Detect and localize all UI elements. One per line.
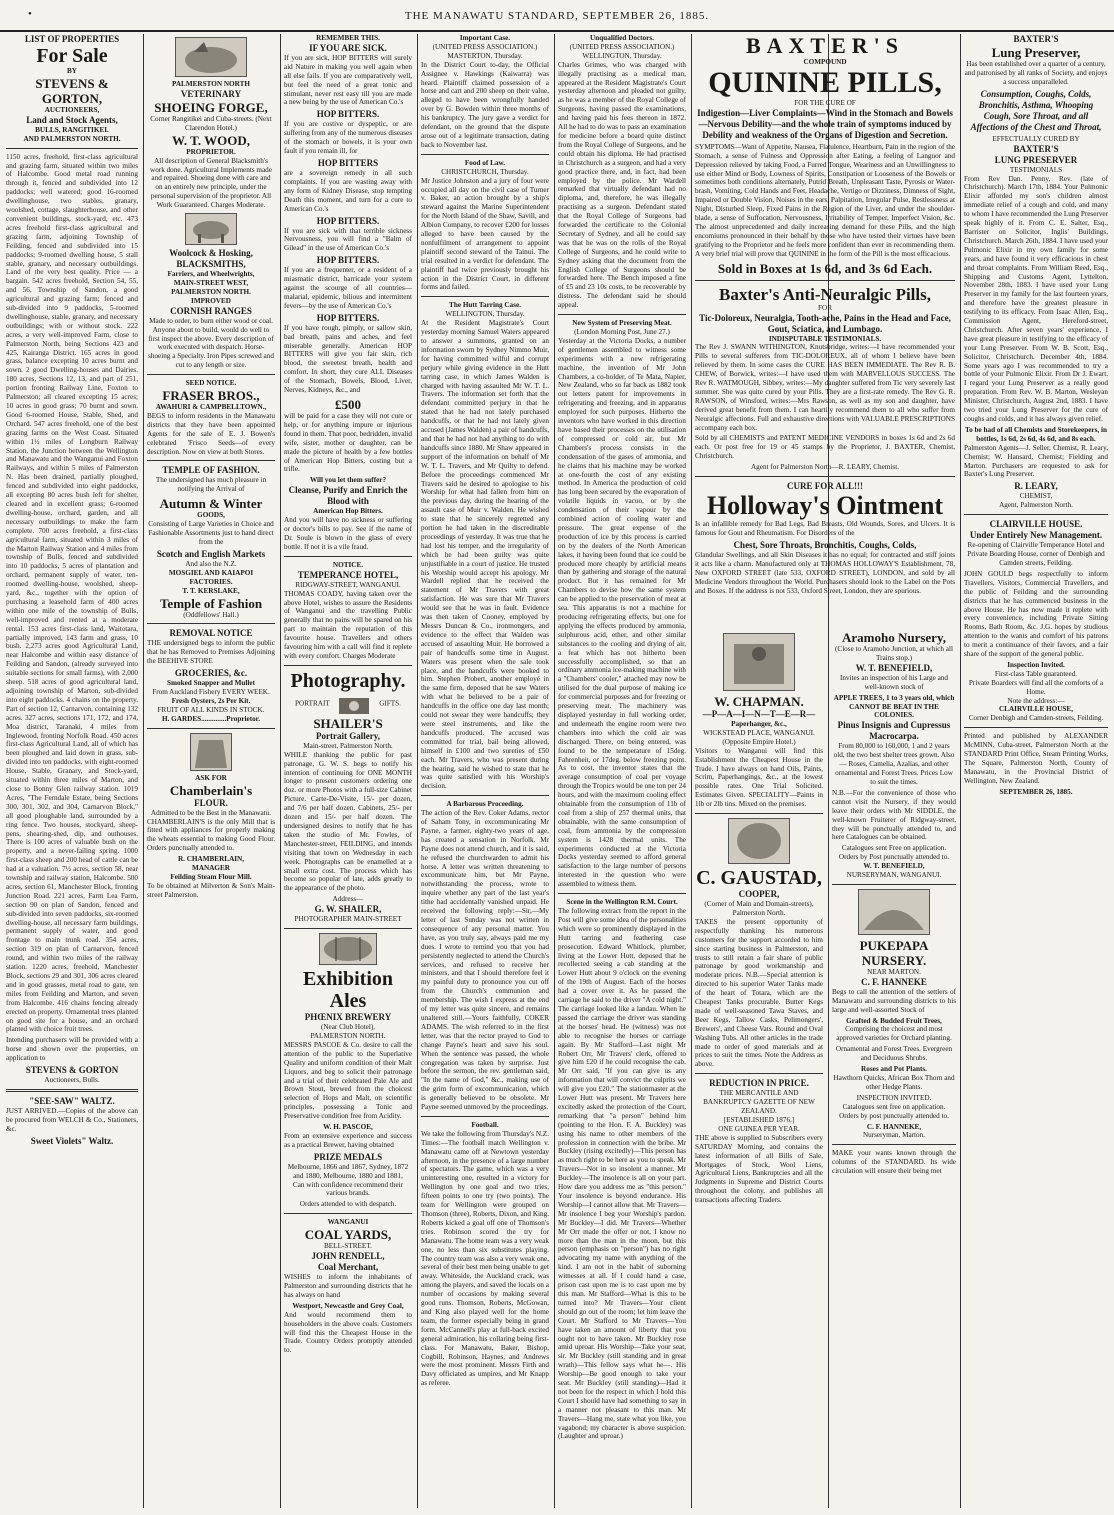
kerslake-name: T. T. KERSLAKE,: [182, 586, 240, 595]
sold-by-text: Sold by all CHEMISTS and PATENT MEDICINE VENDORS in boxes 1s 6d and 2s 6d each. Or post free for 19 or 45 stamps by the Proprietor, J. BAXTER, Chemist, Christchurch.: [695, 434, 955, 461]
flour-label: FLOUR.: [194, 797, 228, 808]
orders-post-label: Orders by Post punctually attended to.: [838, 853, 950, 862]
temperance-heading: TEMPERANCE HOTEL,: [297, 569, 399, 580]
r-chamberlain-name: R. CHAMBERLAIN,: [177, 855, 245, 864]
symptoms-text: SYMPTOMS—Want of Appetite, Nausea, Flatulence, Heartburn, Pain in the region of the Stomach, a sense of Fulness and Oppression after Eating, a feeling of Languor and Depression relieved by taking Food, a Furred Tongue, Weariness and an Unwillingness to use either Mind or Body, Lowness of Spirits, Constipation or Looseness of the Bowels or sometimes both conditions alternately, Putrid Breath, Unpleasant Taste, Pyrosis or Water-brash, Vomiting, Cold Hands and Feet, Headache, Vertigo or Dizziness, Dimness of Sight, Impaired or Double Vision, Noises in the ears, Palpitation, Irregular Pulse, Restlessness at Night, Disturbed Sleep, Fixed Pains in the Region of the Liver, and under the shoulder-blade, a sense of Suffocation, Nervousness, Irritability of Temper, Imperfect Vision, &c. The almost unprecedented and daily increasing demand for these Pills, and the high encomiums pronounced in their behalf by those who have tested their virtues have been gratifying to the Proprietor and he feels more confident than ever in recommending them. A very brief trial will prove that QUININE in the form of the Pill is the most efficacious.: [695, 142, 955, 258]
barbarous-heading: A Barbarous Proceeding.: [446, 800, 524, 809]
ornamental-text: Ornamental and Forest Trees. Evergreen and Deciduous Shrubs.: [835, 1045, 953, 1063]
hop-heading-1: HOP BITTERS.: [316, 109, 380, 120]
vet-town: PALMERSTON NORTH: [172, 80, 250, 88]
pascoe-text: MESSRS PASCOE & Co. desire to call the attention of the public to the Superlative Quality and uniform condition of their Malt Liquors, and beg to solicit their patronage and a trial of their celebrated Pale Ale and Brown Stout, brewed from the choicest selection of Hops and Malt, on scientific principles, possessing a Tonic and Preservative condition free from Acidity.: [284, 1040, 412, 1121]
temperance-text: THOMAS COADY, having taken over the above Hotel, wishes to assure the Residents of Wanganui and the travelling Public generally that no pains will be spared on his part to maintain the reputation of this favourite house. Travellers and others favouring him with a call will find it replete with every comfort. Charges Moderate: [284, 589, 412, 660]
hop-heading-2: HOP BITTERS: [317, 157, 379, 168]
column-rule: [143, 34, 144, 1508]
clairville-2-label: CLAIRVILLE HOUSE,: [998, 705, 1074, 714]
scene-text: The following extract from the report in the Post will give some idea of the personalities which were so prominently displayed in the Hutt tarring and feathering case prosecution. Edward Whitlock, plumber, living at the Lower Hutt, deposed that he recollected seeing a cab standing at the Lower Hutt about 9 o'clock on the evening of the 19th of August. Each of the horses had a cover over it. As he passed the carriage he said to the driver "A cold night." The carriage looked like a landau. When he passed the carriage the driver was standing at the horses' head. He (witness) was not able to recognise the horses or carriage again. By Mr Stafford—Last night Mr Robert Orr, Mr Travers' clerk, offered to give him £20 if he could recognise the cab. Mr Orr said, "If you can give us any information that will convict the culprits we will give you £20." The stationmaster at the Lower Hutt was present. Mr Travers here excitedly asked the protection of the Court, remarking that "a person" behind him (pointing to the Hon. F. A. Buckley) was using his name to other members of the profession in connection with the bribe. Mr Buckley (rising excitedly)—This person has as much right to be here as you to speak. Mr Travers—Not in so insolent a manner. Mr Buckley—The insolence is all on your part. How dare you address me as "this person." Your insolence is beyond endurance. His Worship—I cannot allow that. Mr Travers—Mr insolence I beg your Worship's pardon. Mr Buckley—I did. Mr Travers—Whether Mr Orr made the offer or not, I know no more than the man in the moon, but this person (emphasis on "person") has no right advocating my name with anything of the kind. I am not in the habit of suborning witnesses at all. If I could hand a case, prison cast upon me is to cast upon me by this man. Mr Stafford—What is this to be turned into? Mr Travers—Your client should go out of the room; let him leave the Court. Mr Stafford to Mr Travers—You have taken an amount of liberty that you ought not to have taken. Mr Buckley rose amid uproar. His Worship—Take your seat, sir. Mr Buckley (still standing and in great wrath)—This fellow says what he—. His Worship—Be good enough to take your seat. Mr Buckley (still standing)—Had it not been for the respect in which I hold this Court I should have had something to say in a manner not pleasant to this man. Mr Travers—Hang me, state what you like, you vagabond; my character is above suspicion. (Laughter and uproar.): [558, 907, 686, 1441]
lung-testimonials-text: From Rev Dan. Penny, Rev. (late of Christchurch). March 17th, 1884. Your Pulmonic Elixir afforded my son's children almost immediate relief of a cough and cold, and many to whom I have recommended the Lung Preserver speak highly of it. From C. E. Salter, Esq., Barrister on Solicitor, Inglis' Buildings, Christchurch. March 26th, 1884. I have used your Pulmonic Elixir in my own family for some years, and have found it very efficacious in chest and throat complaints. From William Reed, Esq., Shipping and Customs Agent, Lyttelton, November 28th, 1883. I have used your Lung Preserver in my family for the last fourteen years, and therefore have the greatest pleasure in testifying to its efficacy. From Isaac Allen, Esq., Commission Agent, Hereford-street, Christchurch. After seven years' experience, I have great pleasure in testifying to the efficacy of your Lung Preserver. From W. B. Scott, Esq., Solicitor, Christchurch. December 4th, 1884. Some years ago I was recommended to try a bottle of your Pulmonic Elixir. From Dr J. Ewart. I regard your Lung Preserver as a really good preparation. From Rev. W. B. Marton, Wesleyan Minister, Christchurch, August 2nd, 1883. I have two tried your Lung Preserver for the cure of coughs and colds, and it has always given relief.: [964, 174, 1108, 423]
phoenix-town: PALMERSTON NORTH.: [310, 1031, 386, 1040]
guinea-label: ONE GUINEA PER YEAR.: [718, 1124, 800, 1133]
pukepapa-heading: PUKEPAPA NURSERY.: [859, 937, 929, 968]
chamberlain-name: Chamberlain's: [169, 782, 253, 798]
gaustad-name: C. GAUSTAD,: [696, 867, 822, 890]
compound-label: COMPOUND: [803, 58, 847, 66]
exhibition-heading: Exhibition Ales: [302, 968, 394, 1013]
manager-label: MANAGER: [192, 864, 230, 873]
column-8: [964, 34, 1108, 1508]
lung-heading: Lung Preserver,: [991, 45, 1081, 60]
shoeing-heading: SHOEING FORGE,: [154, 99, 268, 115]
ask-for-label: ASK FOR: [195, 773, 227, 782]
gazette-text: THE above is supplied to Subscribers every SATURDAY Morning, and contains the latest information of all Bills of Sale, Mortgages of Stock, Wool Liens, Agricultural Liens, Bankruptcies and all the Judgments in Supreme and District Courts throughout the colony, and publishes all transactions affecting Traders.: [695, 1133, 823, 1205]
horse-illustration: [185, 213, 237, 245]
chapman-name: W. CHAPMAN.: [714, 694, 804, 709]
column-3: [284, 34, 412, 1508]
rendell-text-2: And would recommend them to householders in the above coals. Customers will find this the Cheapest House in the Trade. Country Orders promptly attended to.: [284, 1310, 412, 1355]
gazette-label: THE MERCANTILE AND BANKRUPTCY GAZETTE OF NEW ZEALAND.: [703, 1089, 815, 1116]
hutt-text: At the Resident Magistrate's Court yesterday morning Samuel Waters appeared to answer a summons, granted on an information sworn by Sydney Nimmo Muir, for having committed wilful and corrupt perjury while giving evidence in the Hutt tarring case, in which James Walden is charged with having assaulted Mr W. T. L. Travers. The information set forth that the defendant committed perjury in that he stated that he had not lately purchased handcuffs, or that he had not lately given accused (James Walden) a pair of handcuffs, and that he had not had anything to do with handcuffs since 1880. Mr Shaw appeared in support of the information on behalf of Mr W. T. L. Travers, and Mr Quilty to defend. Before the proceedings commenced Mr Travers said he desired to apologise to his Worship for what had fallen from him on the previous day, during the hearing of the assault case of Muir v. Walden. He wished to state that he sincerely regretted any portion he had taken in the discreditable proceedings of yesterday. It was true that he had lost his temper, and the irregularity of which he had been guilty was quite unjustifiable in a court of justice. He trusted his Worship would accept his apology. Mr Wardell replied that he received the statement of Mr Travers with great satisfaction. He was sure that Mr Travers would see that he was in fault. Evidence was then taken of Cooney, employed by Messrs Duncan & Co., ironmongers, and evidence to the effect that Walden was accused of assaulting Muir. He borrowed a pair of handcuffs some time in August. Waters was present when the sale took place, and the handcuffs were booked to him. Stephen Probert, another employé in the same firm, deposed that he saw Waters with what he believed to be a pair of handcuffs in the office one day last month; could not swear they were handcuffs; they were steel instruments, and like the handcuffs produced. The accused was committed for trial, bail being allowed, himself in £100 and two sureties of £50 each. Mr Travers, who was present during the hearing, said he wished to state that he was quite satisfied with his Worship's decision.: [421, 319, 549, 791]
comprising-text: Comprising the choicest and most approved varieties for Orchard planting.: [836, 1025, 952, 1043]
hop-heading-3: HOP BITTERS.: [316, 215, 380, 226]
hop-text-3: are a sovereign remedy in all such complaints. If you are wasting away with any form of Kidney Disease, stop tempting Death this moment, and turn for a cure to American Co.'s: [284, 168, 412, 213]
orders-label: Orders attended to with despatch.: [299, 1200, 397, 1209]
violets-heading: Sweet Violets" Waltz.: [30, 1135, 114, 1146]
agents-text: Palmerston Agents—J. Seller, Chemist, R. Leary, Chemist; W. Hansard, Chemist; Fielding and Marton. Purchasers are requested to ask for Baxter's Lung Preserver.: [964, 443, 1108, 479]
football-heading: Football.: [471, 1120, 499, 1129]
gaustad-text: TAKES the present opportunity of respectfully thanking his numerous customers for the support accorded to him since starting business in Palmerston, and trusts to still retain a fair share of public patronage by good workmanship and moderate prices. N.B.—Special attention is directed to his superior Water Tanks made of the heart of Totara, which are the Cheapest Tanks procurable. Butter Kegs made of well-seasoned Tawa Staves, and Beer Kegs, Tallow Casks, Pelimongers', Brewers', and Cheese Vats. Round and Oval Washing Tubs. All other articles in the trade made to order of good materials and at prices to suit the times. Note the Address as above.: [695, 917, 823, 1069]
upa-label: (UNITED PRESS ASSOCIATION.): [432, 42, 538, 51]
baxter-quinine-ad: [695, 34, 955, 594]
mill-label: Feilding Steam Flour Mill.: [170, 872, 252, 881]
cure-label: FOR THE CURE OF: [794, 98, 856, 107]
cleanse-heading: Cleanse, Purify and Enrich the Blood with: [288, 485, 408, 507]
blacksmiths-label: BLACKSMITHS,: [176, 259, 246, 270]
farriers-label: Farriers, and Wheelwrights,: [167, 270, 255, 279]
chapman-text: Visitors to Wanganui will find this Establishment the Cheapest House in the Trade. I have always on hand Oils, Paints, Scrim, Paperhangings, &c., at the lowest possible rates. One Trial Solicited. Estimates Given. SPECIALITY—Paints in 1lb or 2lb tins. Mixed on the premises.: [695, 746, 823, 809]
main-street-label: MAIN-STREET WEST,: [173, 278, 249, 287]
chemist-label: CHEMIST,: [1019, 492, 1053, 501]
suffer-label: Will you let them suffer?: [309, 476, 387, 485]
page-marker: •: [28, 8, 32, 20]
near-club: (Near Club Hotel),: [320, 1023, 376, 1032]
food-place: CHRISTCHURCH, Thursday.: [441, 167, 529, 176]
baxters-2-label: BAXTER'S: [1013, 143, 1059, 154]
pinus-text: From 80,000 to 160,000, 1 and 2 years old, the two best shelter trees grown. Also— Roses, Camelia, Azalias, and other ornamental and Forest Trees. Prices Low to suit the times.: [833, 742, 955, 786]
photographer-label: PHOTOGRAPHER MAIN-STREET: [294, 915, 402, 924]
column-2: [147, 34, 275, 1508]
gallery-address: Main-street, Palmerston North.: [303, 741, 393, 750]
gardes-label: H. GARDES..............Proprietor.: [161, 714, 261, 723]
temple-sign: Temple of Fashion: [159, 595, 263, 611]
autumn-heading: Autumn & Winter: [159, 496, 263, 512]
masthead-title: THE MANAWATU STANDARD, SEPTEMBER 26, 1885.: [404, 10, 710, 22]
cooper-label: COOPER,: [738, 889, 780, 900]
fraser-location: AWAHURI & CAMPBELLTOWN.,: [155, 403, 267, 412]
barrel-illustration: [319, 933, 377, 965]
address-label: Address—: [332, 895, 364, 904]
reward-amount: £500: [335, 397, 361, 412]
quinine-heading: QUININE PILLS,: [708, 65, 942, 99]
column-5: [558, 34, 686, 1508]
column-6-lower: [695, 630, 823, 1508]
cure-all-label: CURE FOR ALL!!!: [787, 481, 863, 492]
ridgway-label: RIDGWAY-STREET, WANGANUI.: [295, 580, 401, 589]
pn-label: PALMERSTON NORTH.: [171, 287, 251, 296]
hop-text-4: If you are sick with that terrible sickness Nervousness, you will find a "Balm of Gilead" in the use of American Co.'s: [284, 226, 412, 253]
firm-address: BULLS, RANGITIKEI.: [35, 125, 109, 134]
flour-sack-illustration: [190, 733, 232, 771]
list-title: LIST OF PROPERTIES: [24, 34, 120, 44]
hop-text-2: If you are costive or dyspeptic, or are suffering from any of the numerous diseases of the stomach or bowels, it is your own fault if you remain ill, for: [284, 120, 412, 156]
portrait-gifts: [284, 692, 412, 716]
testimonials-text: The Rev J. SWANN WITHINGTON, Knutsbridge, writes:—I have recommended your Pills to several sufferers from TIC-DOLOREUX, all of whom I believe have been relieved by them. In some cases the CURE HAS BEEN IMMEDIATE. The Rev R. B. CHEW, of Borwick, writes:—I have used them with MARVELLOUS SUCCESS. The Rev R. WATMOUGH, Sibbey, writes:—My daughter suffered from Tic very severely last summer. She was quite cured by your Pills. They are a first-rate remedy. The Rev G. R. RAWSON, of Winsford, writes:—Mrs Rawson, as well as my son and daughter, have derived great benefit from them. I can heartily recommend them to all who suffer from Neuralgic affections. Full and exhaustive directions with VALUABLE PRESCRIPTIONS accompany each box.: [695, 343, 955, 432]
apple-label: APPLE TREES, 1 to 3 years old, which: [833, 693, 955, 702]
admitted-label: Admitted to be the Best in the Manawatu.: [150, 808, 272, 817]
lung-text: Has been established over a quarter of a century, and patronised by all ranks of Society, and enjoys a success unparalleled.: [964, 60, 1108, 86]
barbarous-text: The action of the Rev. Coker Adams, rector of Saham Tony, in excommunicating Mr Payne, a farmer, eighty-two years of age, has created a sensation in Norfolk. Mr Payne does not attend church, and it is said, he refused the churchwarden to admit his horse. A letter was written threatening to excommunicate him, but Mr Payne, notwithstanding the process, wrote to inquire whether any part of the last year's tithe had accidentally vanished unpaid. He received the following reply:—Sir,—My letter of last Sunday was not written in consequence of any personal matter. You have, as you truly say, always paid me my dues. I wrote to remind you that you had persistently neglected to attend the Church's services, and refused to receive her ministers, and that I should therefore feel it my painful duty to pronounce you cut off from the Church's communion and membership. The wish I express at the end of my letter was quite sincere, and remains unaltered still.—Yours faithfully, COKER ADAMS. The wish referred to in the first letter, was that the rector prayed to God to change Payne's heart and save his soul. When the sentence was passed, the whole congregation was taken by surprise. Just before the sermon, the rev. gentleman said, "In the name of God," &c., making use of the grim form of excommunication, which is generally believed to be obsolete. Mr Payne seemed unmoved by the proceedings.: [421, 809, 549, 1112]
painter-label: —P—A—I—N—T—E—R—: [702, 709, 816, 719]
snapper-sub: From Auckland Fishery EVERY WEEK.: [152, 688, 270, 697]
reopen-text: Re-opening of Clairville Temperance Hotel and Private Boarding House, corner of Denbigh and Camden streets, Feilding.: [967, 541, 1105, 567]
intending-note: Intending purchasers will be provided with a horse and shown over the properties, on application to: [6, 1036, 138, 1063]
hop-text-1: If you are sick, HOP BITTERS will surely aid Nature in making you well again when all else fails. If you are comparatively well, but feel the need of a great tonic and stimulant, never rest easy till you are made a new being by the use of American Co.'s: [284, 53, 412, 107]
newsys-text: Yesterday at the Victoria Docks, a number of gentlemen assembled to witness some experiments with a new refrigerating machine, the invention of Mr John Chambers, a co-holder, of Te Mata, Napier, New Zealand, who so far back as 1882 took out letters patent for improvements in refrigerating and freezing, and in apparatus employed for such purposes. Hitherto the inventors who have worked in this direction have based their processes on the utilisation of compressed or cold air, but Mr Chambers's process consists in the condensation of the gases of ammonia, and he claims that his machine may be worked at one-fourth the cost of any existing method. In America the production of cold has long been secured by the evaporation of volatile liquids in vacuo, or by the condensation of their vapour by the combined action of cooling water and pressure. The great expense of the production of ice by this process is carried on by the dealers of the North American lakes, it having been found that ice could be produced more cheaply by artificial means than by gathering and storage of the natural product. But it has remained for Mr Chambers to devise how the same system can be applied to the preservation of meat at sea. This apparatus is not a machine for producing refrigerating effects, but one for applying the effects produced by ammonia, sulphurous acid, ether, and other similar substances to the cooling and drying of air, a feat which has not hitherto been successfully accomplished, so that an ordinary ammonia ice-making machine with a "Chambers' cooler," attached may now be utilised for the dual purpose of making ice for commercial purposes and for freezing or preserving meat. The machinery was displayed yesterday in full working order, and underneath the engine room were two chambers into which the cold air was discharged. There, on being entered, was found to be the temperature of 15deg. Fahrenheit, or 17deg. below freezing point. As to cost, the inventor states that the average consumption of coal per voyage through the Tropics would be one ton per 24 hours, and with the maximum cooling effect obtainable from the consumption of 11b of coal from a ship of 257 thermal units, that obtainable, with the same consumption of coal, from ammonia by the compression system is 1428 thermal units. The experiments conducted at the Victoria Docks yesterday seemed to afford general satisfaction to the large number of persons interested in the question who were assembled to witness them.: [558, 336, 686, 889]
column-1: [6, 34, 138, 1508]
upa-label-2: (UNITED PRESS ASSOCIATION.): [569, 42, 675, 51]
seesaw-heading: "SEE-SAW" WALTZ.: [29, 1095, 115, 1106]
temple-intro: The undersigned has much pleasure in notifying the Arrival of: [155, 476, 267, 494]
woolcock-name: Woolcock & Hosking,: [169, 248, 253, 259]
newsys-heading: New System of Preserving Meat.: [572, 319, 672, 328]
coal-heading: COAL YARDS,: [304, 1227, 392, 1243]
wood-name: W. T. WOOD,: [172, 132, 250, 148]
for-sale-heading: For Sale: [36, 45, 108, 67]
hawthorn-text: Hawthorn Quicks, African Box Thorn and other Hedge Plants.: [833, 1074, 955, 1091]
cfh-name: C. F. HANNEKE,: [866, 1122, 922, 1131]
chest-label: Chest, Sore Throats, Bronchitis, Coughs, Colds,: [733, 539, 917, 550]
reduction-heading: REDUCTION IN PRICE.: [709, 1078, 809, 1089]
oysters-label: Fresh Oysters, 2s Per Kit.: [171, 696, 251, 705]
sold-label: Sold in Boxes at 1s 6d, and 3s 6d Each.: [717, 260, 933, 276]
inspection-label: INSPECTION INVITED.: [856, 1093, 932, 1102]
wood-text: All description of General Blacksmith's work done. Agricultural Implements made and repaired. Shoeing done with care and on an entirely new principle, under the personal supervision of the proprietor. All Work Guaranteed. Charges Moderate.: [150, 156, 272, 210]
column-rule: [554, 34, 555, 1508]
goods-label: GOODS,: [197, 511, 225, 520]
nursery-illustration: [858, 889, 930, 935]
scene-heading: Scene in the Wellington R.M. Court.: [566, 898, 678, 907]
near-marton: NEAR MARTON.: [867, 967, 921, 976]
note-label: Note the address:—: [1007, 696, 1065, 705]
gaustad-address: (Corner of Main and Domain-streets), Palmerston North.: [704, 900, 814, 917]
column-7-lower: [832, 630, 956, 1508]
consumption-text: Consumption, Coughs, Colds, Bronchitis, Asthma, Whooping Cough, Sore Throat, and all Affections of the Chest and Throat,: [970, 88, 1102, 132]
ranges-heading: CORNISH RANGES: [170, 305, 252, 316]
newsys-source: (London Morning Post, June 27.): [574, 328, 670, 336]
clairville-heading: CLAIRVILLE HOUSE.: [989, 519, 1083, 530]
indigestion-text: Indigestion—Liver Complaints—Wind in the Stomach and Bowels—Nervous Debility—and the whole train of symptoms induced by Debility and weakness of the Organs of Digestion and Secretion.: [697, 107, 953, 140]
boarders-label: Private Boarders will find all the comforts of a Home.: [968, 678, 1104, 696]
goods-text: Consisting of Large Varieties in Choice and Fashionable Assortments just to hand direct from the: [148, 520, 274, 546]
confidence-text: Can with confidence recommend their various brands.: [292, 1180, 404, 1198]
snapper-label: Smoked Snapper and Mullet: [167, 679, 255, 688]
reward-text: will be paid for a case they will not cure or help, or for anything impure or injurious found in them. That poor, bedridden, invalid wife, sister, mother or daughter, can be made the picture of health by a few bottles of American Hop Bitters, costing but a trifle.: [284, 412, 412, 474]
temple-sign-sub: (Oddfellows' Hall.): [183, 610, 239, 619]
cannot-label: CANNOT BE BEAT IN THE COLONIES.: [849, 702, 939, 720]
merchant-label: Coal Merchant,: [317, 1262, 379, 1273]
catalogues-label: Catalogues sent Free on application.: [841, 844, 947, 853]
temple-heading: TEMPLE OF FASHION.: [162, 465, 260, 476]
sick-heading: IF YOU ARE SICK.: [309, 42, 387, 53]
pinus-heading: Pinus Insignis and Cupressus Macrocarpa.: [837, 720, 951, 742]
removal-text: THE undersigned begs to inform the public that he has Removed to Premises Adjoining the BEEHIVE STORE: [147, 639, 275, 666]
painter-illustration: [723, 633, 795, 691]
hop-text-6: If you have rough, pimply, or sallow skin, bad breath, pains and aches, and feel miserable generally. American HOP BITTERS will give you fair skin, rich blood, the sweetest breath, health and comfort. In short, they cure ALL Diseases of the Stomach, Bowels, Blood, Liver, Nerves, Kidneys, &c., and: [284, 323, 412, 395]
wanganui-label: WANGANUI: [327, 1218, 369, 1227]
firm-signature: STEVENS & GORTON: [25, 1065, 119, 1076]
medals-list: Melbourne, 1866 and 1867, Sydney, 1872 and 1880, Melbourne, 1880 and 1881,: [287, 1162, 409, 1180]
tic-label: Tic-Doloreux, Neuralgia, Tooth-ache, Pains in the Head and Face, Gout, Sciatica, and Lumbago.: [699, 312, 951, 334]
seesaw-text: JUST ARRIVED.—Copies of the above can be procured from WELCH & Co., Stationers, &c.: [6, 1106, 138, 1133]
phoenix-label: PHŒNIX BREWERY: [304, 1012, 392, 1023]
printed-text: Printed and published by ALEXANDER McMINN, Cuba-street, Palmerston North at the STANDARD Print Office, Steam Printing Works, The Square, Palmerston North, County of Manawatu, in the Provincial District of Wellington, New Zealand.: [964, 732, 1108, 785]
baxters-label: BAXTER'S: [1013, 34, 1059, 44]
doctors-text: Charles Grimes, who was charged with illegally practising as a medical man, appeared at the Resident Magistrate's Court yesterday afternoon and pleaded not guilty, as he was a member of the Royal College of Surgeons, having passed the examinations, and having paid his fees thereon in 1872. All he had to do was to pass an examination for medicine before a board quite distinct from the Royal College of Surgeons, and he could obtain his diploma. He had practised in Christchurch as a surgeon, and had a very good practice there, and, in fact, had been employed by the police. Mr Wardell remarked that virtually defendant had no diploma, and, therefore, he was illegally practising as a surgeon. Defendant stated that the Royal College of Surgeons had forwarded the certificate to the Colonial Secretary of Sydney, and all he could say was that he was on the rolls of the Royal College of Surgeons, and he could write to Sydney asking that the document from the English College of Surgeons should be forwarded here. The Bench imposed a fine of £5 and 23 10s costs, to be recoverable by distress. The defendant said he should appeal.: [558, 60, 686, 310]
mosgiel-label: MOSGIEL AND KAIAPOI: [168, 568, 254, 577]
groceries-label: GROCERIES, &c.: [174, 668, 248, 679]
fraser-name: FRASER BROS.,: [162, 388, 260, 404]
nb-text: N.B.—For the convenience of those who cannot visit the Nursery, if they would leave their orders with Mr SIDDLE, the well-known Fruiterer of Ridgway-street, they will be punctually attended to, and here Catalogues can be obtained.: [832, 788, 956, 842]
football-text: We take the following from Thursday's N.Z. Times:—The football match Wellington v. Manawatu came off at Newtown yesterday afternoon, in the presence of a large number of spectators. The game, which was a very uninteresting one, resulted in a victory for Wellington by one goal and two tries, fifteen points to one try (two points). The team for Wellington were grouped on Thomson (three), Roberts, Dixon, and King. Roberts kicked a goal off one of Thomson's tries. Robinson scored the try for Manawatu. The home team was a very weak one, no less than six substitutes playing. The country team was also a very weak one, several of their best men being unable to get away. Whiteside, the Auckland crack, was among the players, and saved the locals on a number of occasions by making several good runs. Thomson, Roberts, McGowan, and King also played well for the home team, the former especially being in grand form. McCannell's play at full-back excited general admiration, his collaring being first-class. For Manawatu, Baker, Bishop, Cogbill, Robinson, Haynes, and Andrews were the most prominent. Messrs Firth and Davy officiated as umpires, and Mr Knapp as referee.: [421, 1129, 549, 1388]
vet-heading: VETERINARY: [180, 88, 242, 99]
catalogues-2-text: Catalogues sent free on application. Orders by post punctually attended to.: [839, 1102, 949, 1120]
factories-label: FACTORIES.: [189, 577, 233, 586]
column-4: [421, 34, 549, 1508]
case-place: MASTERTON, Thursday.: [447, 51, 523, 60]
holloway-heading: Holloway's Ointment: [706, 491, 944, 521]
nurseryman-label: NURSERYMAN, WANGANUI.: [846, 871, 942, 880]
bell-label: BELL-STREET.: [324, 1242, 372, 1251]
doctors-place: WELLINGTON, Thursday.: [582, 51, 662, 60]
horse-head-illustration: [175, 37, 247, 77]
chamberlain-text: CHAMBERLAIN'S is the only Mill that is fitted with appliances for properly making the wheats essential to making Good Flour. Orders punctually attended to.: [147, 817, 275, 853]
established-label: [ESTABLISHED 1876.]: [723, 1116, 795, 1124]
prize-label: PRIZE MEDALS: [313, 1151, 383, 1162]
property-list: 1150 acres, freehold, first-class agricultural and grazing farm, situated within two miles of Halcombe. Good metal road running through it, fenced and subdivided into 12 paddocks; well watered; good 16-roomed dwellinghouse, two stables, granary, woolshed, cottage, slaughterhouse, and other convenient buildings, stock-yard, etc. 473 acres freehold first-class agricultural and grazing farm, adjoining Township of Feilding, fenced and subdivided into 15 paddocks; 9-roomed dwelling house, 5 stall stable, granary, and necessary outbuildings. Land of the very best quality. Price — a bargain. 542 acres freehold, Section 54, 55, and 56, Township of Sandon, a good agricultural and grazing farm; fenced and sub-divided into 9 paddocks, 5-roomed dwellinghouse, stable, granary, and necessary outbuildings; with or without stock. 222 acres, a very well-improved Farm, close to Palmerston North, being Sections 423 and 425, Kairanga District. 165 acres in good grass, balance excepting 10 acres burnt and sown. 2 good Dwelling-houses and Dairies. 180 acres, Sections 12, 13, and part of 251, portion fronting Railway Line, Foxton to Palmerston; all cleared excepting 15 acres; 10 acres in good grass; 70 burnt and sown. Good 6-roomed House, Stable, Shed, and Orchard. 547 acres freehold, one of the best grazing farms on the West Coast. Situated within 1½ miles of Longburn Railway Station, the Junction between the Wellington and Manawatu and the Wanganui and Foxton Railways, and within 5 miles of Palmerston N. Has been drained, partially ploughed, fenced and subdivided into eight paddocks, all excepting 80 acres bush left for shelter, cleared and in excellent grass; 6-roomed dwelling-house, orchard, garden, and all necessary outbuildings to make the farm complete. 700 acres freehold, a first-class agricultural farm, situated within 3 miles of the Marton Railway Station and 4 miles from township of Bulls, fenced and subdivided into 10 paddocks, 5 acres of plantation and orchard, permanent supply of water, ten-roomed dwelling-house, woolshed, sheep-yard, &c., together with the option of purchasing a leasehold farm of 400 acres within one mile of the township of Bulls, well-improved and rented at a moderate rental. 153 acres first-class land, Waitotara, partially improved, 143 farm and grass, 10 bush. 2,273 acres good Agricultural Land, near Halcombe and within easy distance of Feilding and Sandon, (already surveyed into suitable sections for small farms), with 2,000 sheep. 518 acres of good agricultural land, adjoining township of Marton, sub-divided into eight paddocks. 4 chains on the property. Part of section 12, Carnarvon, containing 132 acres. 327 acres, sections 171, 172, and 174, Moa district, Taranaki, 4 miles from Inglewood, fronting Norfolk Road. 450 acres first-class Agricultural Land, all of which has been ploughed and laid down in grass, sub-divided into ten paddocks, with eight-roomed House, Stable, Granary, and Stock-yard, situated within three miles of Marton, and close to Bonny Glen railway station. 1019 Acres, "The Ferndale Estate, being Sections 300, 301, 302, and 304, Carnarvon Block," all good ploughable land, surrounded by a ring fence. Two houses, stockyard, sheep-pens, shearing-shed, dip, and outhouses. There is 100 acres of valuable bush on the property, and a never-failing spring. 1000 first-class sheep and 200 head of cattle can be had at a valuation. 7½ acres, section 58, near township and railway station, Halcombe. 500 acres, section 61, Manchester Block, fronting Junction Road. 221 acres, Farm Lea Farm, section 90 on plan of Sandon, fenced and sub-divided into seven paddocks, six-roomed dwelling-house, all necessary farm buildings, permanent supply of water, and good frontage to main trunk road. 354 acres, section 319 on plan of Carnarvon, fenced round, and within two miles of the railway station. 1220 acres, freehold, Manchester Block, sections 29 and 301, 306 acres cleared and in good grasses, metal road to gate, ten miles from Feilding and Marton, and seven from Halcombe. 416 chains fencing already erected on property. Ornamental trees planted on good site for a house, and an orchard planted with choice fruit trees.: [6, 152, 138, 1034]
grafted-label: Grafted & Budded Fruit Trees,: [846, 1016, 942, 1025]
removal-heading: REMOVAL NOTICE: [169, 628, 253, 639]
hop-heading-4: HOP BITTERS.: [316, 255, 380, 266]
fruit-label: FRUIT OF ALL KINDS IN STOCK.: [157, 705, 265, 714]
mill-note: To be obtained at Milverton & Son's Main-street Palmerston.: [147, 881, 275, 899]
firm-name: STEVENS & GORTON,: [35, 75, 109, 106]
also-label: And also the N.Z.: [185, 559, 237, 568]
doctors-heading: Unqualified Doctors.: [590, 34, 654, 42]
inspection-2-label: Inspection Invited.: [1007, 660, 1065, 669]
fraser-text: BEGS to inform residents in the Manawatu districts that they have been appointed Agents for the sale of E. J. Bowen's celebrated 'Frisco Seeds—of every description. Now on view at both Stores.: [147, 411, 275, 456]
hutt-place: WELLINGTON, Thursday.: [445, 310, 525, 319]
invites-text: Invites an inspection of his Large and well-known stock of: [839, 673, 949, 691]
tobe-label: To be had of all Chemists and Storekeepers, in bottles, 1s 6d, 2s 6d, 4s 6d, and 8s each.: [965, 425, 1107, 443]
for-label: FOR: [818, 303, 832, 312]
shailer-text: WHILE thanking the public for past patronage, G. W. S. begs to notify his intention of continuing for ONE MONTH longer to present customers ordering one doz. or more Photos with a full-size Cabinet Picture. Carte-De-Visite, 15/- per dozen, and 7/6 per half dozen. Cabinets, 25/- per dozen and 15/- per half dozen. The undersigned desires to notify that he has taken the studio of Mr. Fowles, of Manchester-street, FEILDING, and intends visiting that town on Wednesday in each week. Photographs can be enamelled at a small extra cost. The process which has become so popular of late, adds greatly to the appearance of the photo.: [284, 750, 412, 893]
whp-text: From an extensive experience and success as a practical Brewer, having obtained: [284, 1131, 412, 1149]
forge-address: Corner Rangitikei and Cuba-streets. (Next Clarendon Hotel.): [150, 114, 272, 132]
agent-pn-label: Agent, Palmerston North.: [999, 501, 1073, 510]
food-heading: Food of Law.: [464, 158, 506, 167]
shailer-heading: SHAILER'S: [313, 715, 383, 731]
hutt-heading: The Hutt Tarring Case.: [449, 301, 521, 310]
cleanse-text: And you will have no sickness or suffering or doctor's bills to pay. See if the name of Dr. Soule is blown in the glass of every bottle. If not it is a vile fraud.: [284, 516, 412, 551]
firm-address-2: AND PALMERSTON NORTH.: [23, 134, 121, 143]
column-rule: [280, 34, 281, 1508]
ranges-text: Made to order, to burn either wood or coal. Anyone about to build, would do well to first inspect the above. Every description of work executed with despatch. Horse-shoeing a Specialty. Iron Pipes screwed and cut to any length or size.: [148, 316, 274, 370]
holloway-text-2: Glandular Swellings, and all Skin Diseases it has no equal; for contracted and stiff joints it acts like a charm. Manufactured only at THOMAS HOLLOWAY'S Establishment, 78, New OXFORD STREET (late 533, OXFORD STREET), LONDON, and sold by all Medicine Vendors throughout the World. Purchasers should look to the Label on the Pots and Boxes. If the address is not 533, Oxford Street, London, they are spurious.: [695, 550, 955, 594]
hop-heading-5: HOP BITTERS.: [316, 312, 380, 323]
gws-name: G. W. SHAILER,: [314, 904, 382, 915]
column-rule: [960, 34, 961, 1508]
agent-label: Agent for Palmerston North—R. LEARY, Chemist.: [750, 463, 899, 472]
by-label: BY: [67, 67, 77, 75]
scotch-label: Scotch and English Markets: [156, 548, 266, 559]
testimonials-label: INDISPUTABLE TESTIMONIALS.: [768, 334, 882, 343]
rendell-name: JOHN RENDELL,: [311, 1251, 385, 1262]
improved-label: IMPROVED: [191, 296, 231, 305]
remember-heading: REMEMBER THIS.: [316, 34, 380, 42]
gifts-label: GIFTS.: [379, 699, 401, 708]
clairville-3-label: Corner Denbigh and Camden-streets, Feilding.: [968, 714, 1104, 723]
auctioneers-label: AUCTIONEERS,: [44, 105, 100, 114]
make-text: MAKE your wants known through the columns of the STANDARD. Its wide circulation will ensure their being met: [832, 1149, 956, 1176]
testimonials-2-label: TESTIMONIALS: [1009, 165, 1063, 174]
case-text: In the District Court to-day, the Official Assignee v. Hawkings (Kaiwarra) was heard. Plaintiff claimed possession of a horse and cart and 200 sheep on their value, alleged to have been wrongfully handed over by G. Bowden within three months of his bankruptcy. The jury gave a verdict for defendant, on the ground that the dispute arose out of a legitimate transaction, dating back to November last.: [421, 60, 549, 149]
effectually-label: EFFECTUALLY CURED BY: [992, 134, 1080, 143]
proprietor-label: PROPRIETOR.: [186, 147, 236, 156]
imprint-date: SEPTEMBER 26, 1885.: [999, 787, 1073, 796]
gallery-label: Portrait Gallery,: [316, 730, 380, 741]
lung-2-label: LUNG PRESERVER: [994, 154, 1078, 165]
photography-heading: Photography.: [290, 669, 406, 692]
baxter-heading: BAXTER'S: [745, 34, 905, 58]
hanneke-text: Begs to call the attention of the settlers of Manawatu and surrounding districts to his large and well-assorted Stock of: [832, 987, 956, 1014]
firm-signature-2: Auctioneers, Bulls.: [44, 1076, 100, 1085]
camera-illustration: [331, 692, 377, 716]
seed-notice: SEED NOTICE.: [185, 379, 237, 388]
management-label: Under Entirely New Management.: [969, 530, 1103, 541]
hop-text-5: If you are a frequenter, or a resident of a miasmatic district, barricade your system against the scourge of all countries—malarial, epidemic, bilious and intermittent fevers—by the use of American Co.'s: [284, 266, 412, 310]
gould-text: JOHN GOULD begs respectfully to inform Travellers, Visitors, Commercial Travellers, and the public of Feilding and the surrounding districts that he has commenced business in the above House. He has now made it replete with every convenience, including Private Sitting Rooms, Bath Room, &c. J.G. hopes by studious attention to the wants and comfort of his patrons to merit a continuance of their favors, and a fair share of the support of the general public.: [964, 569, 1108, 659]
aramoho-heading: Aramoho Nursery,: [842, 630, 946, 645]
wtb-name: W. T. BENEFIELD,: [863, 862, 925, 871]
anti-neuralgic-heading: Baxter's Anti-Neuralgic Pills,: [718, 284, 931, 304]
whp-name: W. H. PASCOE,: [323, 1123, 373, 1132]
leary-name: R. LEARY,: [1014, 481, 1058, 492]
column-rule: [691, 34, 692, 1508]
paperhanger-label: Paperhanger, &c.,: [731, 720, 787, 728]
cooper-illustration: [728, 818, 790, 864]
notice-heading: NOTICE.: [332, 560, 364, 569]
holloway-text: Is an infallible remedy for Bad Legs, Bad Breasts, Old Wounds, Sores, and Ulcers. It is famous for Gout and Rheumatism. For Disorders of the: [695, 520, 955, 537]
aramoho-close: (Close to Aramoho Junction, at which all Trains stop.): [835, 645, 953, 662]
column-rule: [417, 34, 418, 1508]
case-heading: Important Case.: [459, 34, 511, 42]
masthead: [0, 0, 1114, 32]
american-label: American Hop Bitters.: [313, 507, 383, 516]
food-text: Mr Justice Johnston and a jury of four were occupied all day on the civil case of Turner v. Baker, an action brought by a ship's steward against the Marine Superintendent for the North Island of the Shaw, Savill, and Albion Company, to recover £200 for losses alleged to have been caused by the nonfulfilment of arrangement to appoint plaintiff second steward of the Tainui. The trial resulted in a verdict for defendant. The plaintiff had twice previously brought his action in the District Court, in different forms and failed.: [421, 176, 549, 292]
rendell-text: WISHES to inform the inhabitants of Palmerston and surrounding districts that he has always on hand: [284, 1273, 412, 1299]
nurseryman-2-label: Nurseryman, Marton.: [862, 1131, 926, 1140]
agents-label: Land and Stock Agents,: [26, 114, 118, 125]
portrait-label: PORTRAIT: [295, 699, 330, 708]
westport-label: Westport, Newcastle and Grey Coal,: [292, 1301, 404, 1310]
table-label: First-class Table guaranteed.: [994, 669, 1078, 678]
hanneke-name: C. F. HANNEKE: [861, 976, 927, 987]
roses-label: Roses and Pot Plants.: [861, 1065, 927, 1074]
wickstead-label: WICKSTEAD PLACE, WANGANUI. (Opposite Empire Hotel.): [703, 728, 815, 746]
benefield-name: W. T. BENEFIELD,: [855, 662, 933, 673]
